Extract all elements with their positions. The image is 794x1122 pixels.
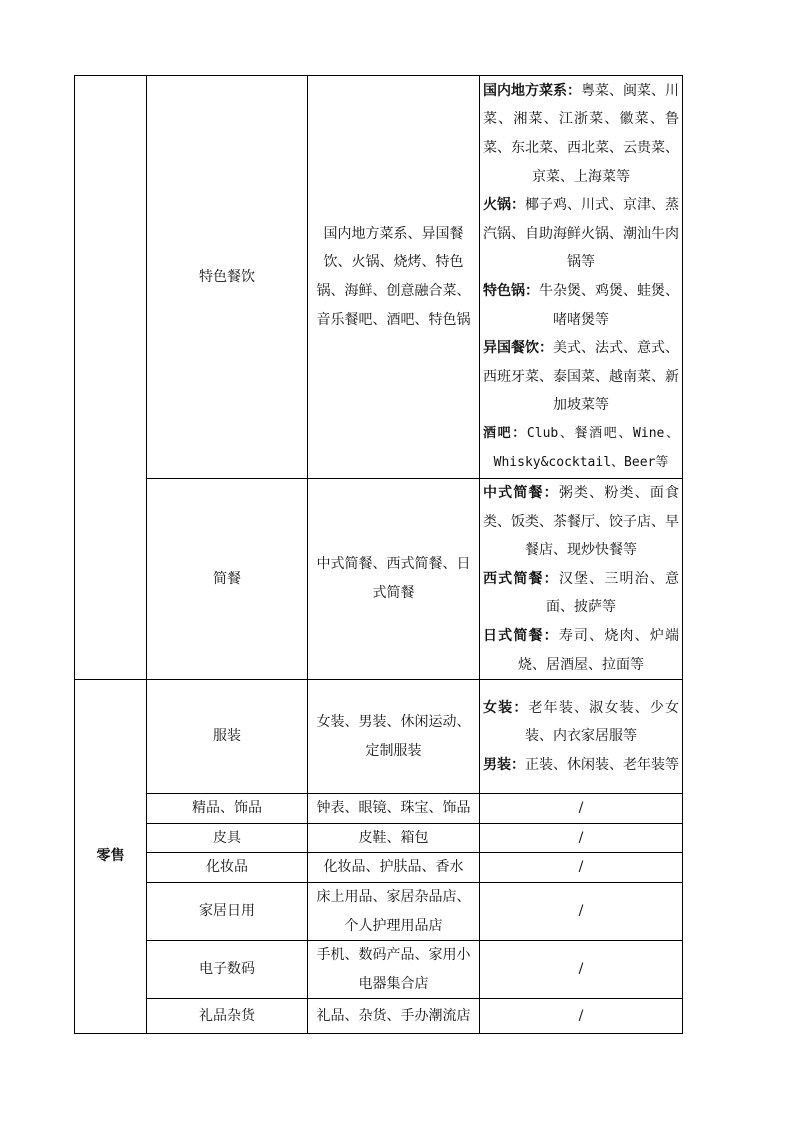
subcategory-cell: 服装 <box>147 680 308 794</box>
brief-cell: 女装、男装、休闲运动、定制服装 <box>308 680 480 794</box>
detail-cell: / <box>480 941 683 999</box>
detail-item: 异国餐饮：美式、法式、意式、西班牙菜、泰国菜、越南菜、新加坡菜等 <box>483 340 679 414</box>
detail-cell: / <box>480 853 683 883</box>
subcategory-cell: 化妆品 <box>147 853 308 883</box>
brief-cell: 化妆品、护肤品、香水 <box>308 853 480 883</box>
detail-item: 酒吧：Club、餐酒吧、Wine、Whisky&cocktail、Beer等 <box>483 425 679 470</box>
brief-cell: 礼品、杂货、手办潮流店 <box>308 999 480 1034</box>
detail-cell: / <box>480 794 683 824</box>
detail-item: 日式简餐：寿司、烧肉、炉端烧、居酒屋、拉面等 <box>483 627 680 673</box>
table-row <box>75 76 683 479</box>
subcategory-cell: 精品、饰品 <box>147 794 308 824</box>
detail-cell <box>480 680 683 794</box>
table-row <box>75 853 683 883</box>
business-format-table <box>74 75 683 1034</box>
detail-item: 女装：老年装、淑女装、少女装、内衣家居服等 <box>483 699 679 745</box>
table-row <box>75 479 683 680</box>
category-cell: 零售 <box>75 680 147 1034</box>
category-cell <box>75 76 147 680</box>
detail-cell: / <box>480 823 683 853</box>
detail-item: 特色锅：牛杂煲、鸡煲、蛙煲、啫啫煲等 <box>483 283 679 328</box>
table-row <box>75 823 683 853</box>
brief-cell: 国内地方菜系、异国餐饮、火锅、烧烤、特色锅、海鲜、创意融合菜、音乐餐吧、酒吧、特色锅 <box>308 76 480 479</box>
detail-item: 中式简餐：粥类、粉类、面食类、饭类、茶餐厅、饺子店、早餐店、现炒快餐等 <box>483 485 680 559</box>
table-row <box>75 941 683 999</box>
subcategory-cell: 皮具 <box>147 823 308 853</box>
detail-cell <box>480 76 683 479</box>
detail-cell: / <box>480 882 683 940</box>
detail-cell <box>480 479 683 680</box>
detail-item: 西式简餐：汉堡、三明治、意面、披萨等 <box>483 570 680 616</box>
table-row <box>75 794 683 824</box>
subcategory-cell: 特色餐饮 <box>147 76 308 479</box>
detail-item: 火锅：椰子鸡、川式、京津、蒸汽锅、自助海鲜火锅、潮汕牛肉锅等 <box>483 197 679 271</box>
brief-cell: 钟表、眼镜、珠宝、饰品 <box>308 794 480 824</box>
table-row <box>75 882 683 940</box>
table-row <box>75 680 683 794</box>
detail-cell: / <box>480 999 683 1034</box>
brief-cell: 手机、数码产品、家用小电器集合店 <box>308 941 480 999</box>
table-row <box>75 999 683 1034</box>
subcategory-cell: 家居日用 <box>147 882 308 940</box>
detail-item: 男装：正装、休闲装、老年装等 <box>483 756 679 773</box>
subcategory-cell: 简餐 <box>147 479 308 680</box>
subcategory-cell: 电子数码 <box>147 941 308 999</box>
brief-cell: 中式简餐、西式简餐、日式简餐 <box>308 479 480 680</box>
subcategory-cell: 礼品杂货 <box>147 999 308 1034</box>
detail-item: 国内地方菜系：粤菜、闽菜、川菜、湘菜、江浙菜、徽菜、鲁菜、东北菜、西北菜、云贵菜、京菜、上海菜等 <box>483 82 679 185</box>
brief-cell: 床上用品、家居杂品店、个人护理用品店 <box>308 882 480 940</box>
brief-cell: 皮鞋、箱包 <box>308 823 480 853</box>
